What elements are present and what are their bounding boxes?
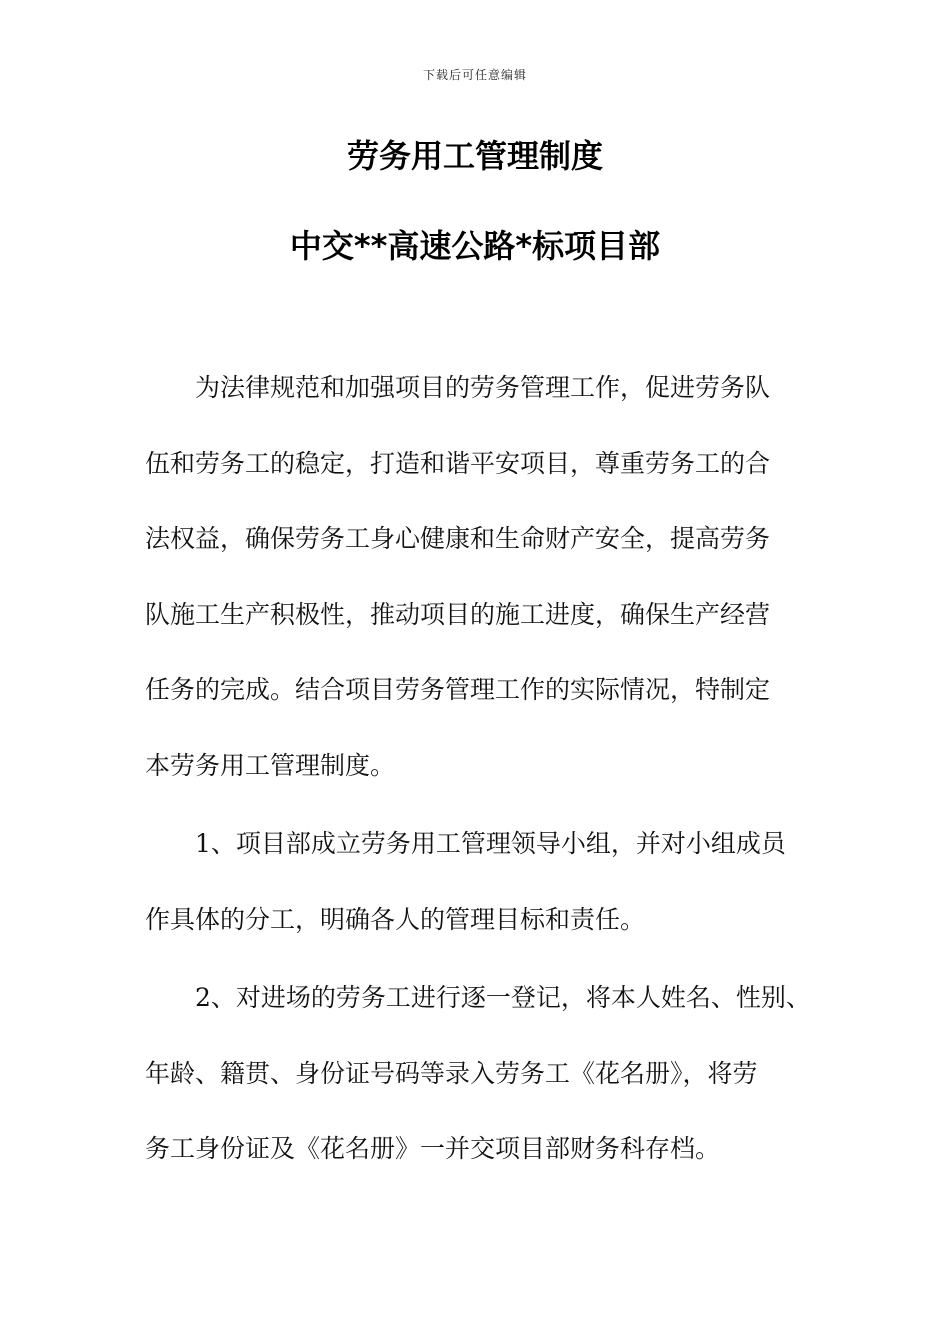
paragraph-line: 年龄、籍贯、身份证号码等录入劳务工《花名册》，将劳 (145, 1058, 758, 1088)
paragraph-line: 为法律规范和加强项目的劳务管理工作，促进劳务队 (195, 373, 771, 402)
paragraph-line: 2、对进场的劳务工进行逐一登记，将本人姓名、性别、 (195, 983, 811, 1012)
paragraph-line: 1、项目部成立劳务用工管理领导小组，并对小组成员 (195, 829, 786, 858)
paragraph-line: 作具体的分工，明确各人的管理目标和责任。 (145, 904, 646, 934)
paragraph-line: 本劳务用工管理制度。 (145, 750, 396, 780)
paragraph-line: 任务的完成。结合项目劳务管理工作的实际情况，特制定 (145, 675, 771, 704)
paragraph-item-1 (145, 806, 825, 957)
paragraph-line: 伍和劳务工的稳定，打造和谐平安项目，尊重劳务工的合 (145, 448, 771, 478)
document-subtitle: 中交**高速公路*标项目部 (289, 227, 661, 265)
paragraph-line: 队施工生产积极性，推动项目的施工进度，确保生产经营 (145, 599, 771, 629)
paragraph-line: 务工身份证及《花名册》一并交项目部财务科存档。 (145, 1134, 721, 1163)
paragraph-line: 法权益，确保劳务工身心健康和生命财产安全，提高劳务 (145, 524, 771, 553)
paragraph-purpose (145, 350, 825, 803)
document-title: 劳务用工管理制度 (346, 137, 603, 175)
page-header-note: 下载后可任意编辑 (422, 68, 527, 82)
paragraph-item-2 (145, 960, 825, 1187)
